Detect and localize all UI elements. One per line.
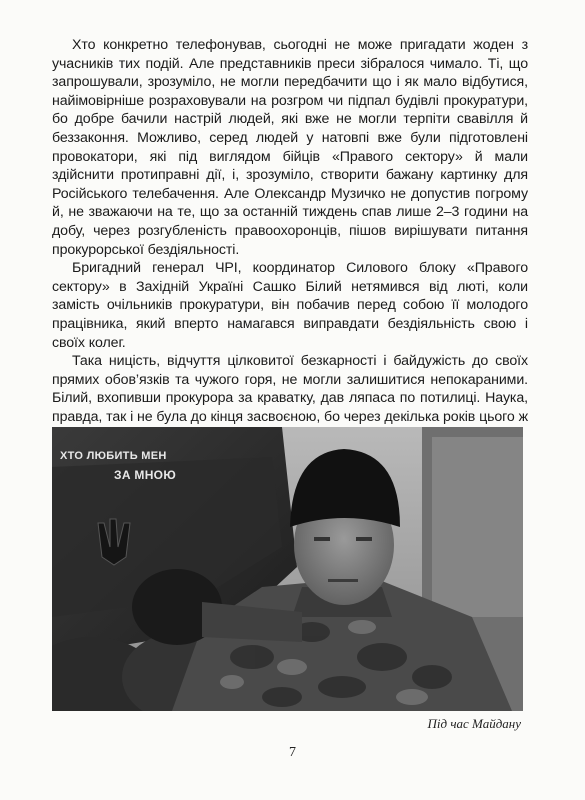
body-text — [52, 36, 528, 445]
photo-maidan — [52, 427, 523, 711]
paragraph-1: Хто конкретно телефонував, сьогодні не може пригадати жоден з учасників тих подій. Але представників преси зібралося чимало. Ті, що запрошували, зрозуміло, не могли передбачити що і як мало відбутися, найімовірніше розраховували на розгром чи підпал будівлі прокуратури, бо добре бачили настрій людей, які вже не могли терпіти свавілля й беззаконня. Можливо, серед людей у натовпі вже були підготовлені провокатори, які під виглядом бійців «Правого сектору» й мали здійснити протиправні дії, і, зрозуміло, створити бажану картинку для Російського телебачення. Але Олександр Музичко не допустив погрому й, не зважаючи на те, що за останній тиждень спав лише 2–3 години на добу, через розгубленість правоохоронців, пішов вирішувати питання прокурорської бездіяльності. — [52, 37, 528, 258]
paragraph-2: Бригадний генерал ЧРІ, координатор Силового блоку «Правого сектору» в Західній Україні Сашко Білий нетямився від люті, коли замість очільників прокуратури, він побачив перед собою її молодого працівника, який вперто намагався виправдати бездіяльність свою і своїх колег. — [52, 260, 528, 351]
photo-caption: Під час Майдану — [427, 716, 521, 731]
trident-emblem — [98, 519, 130, 565]
banner-text-line1: ХТО ЛЮБИТЬ МЕН — [60, 450, 167, 462]
page-number: 7 — [289, 745, 296, 760]
paragraph-3: Така ницість, відчуття цілковитої безкарності і байдужість до своїх прямих обов’язків та чужого горя, не могли залишитися непокараними. Білий, вхопивши прокурора за краватку, дав ляпаса по потилиці. Наука, правда, так і не була до кінця засвоєною, бо через декілька років цього ж — [52, 353, 528, 425]
banner-text-line2: ЗА МНОЮ — [114, 468, 176, 482]
